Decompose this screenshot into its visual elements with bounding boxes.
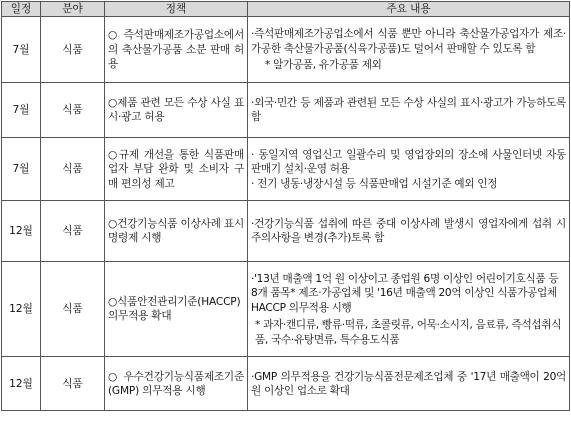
- row-content-cell: [248, 262, 570, 357]
- row-field: 식품: [41, 357, 105, 411]
- row-content-cell: [248, 357, 570, 411]
- row-date: 12월: [2, 262, 41, 357]
- table-row: [2, 357, 570, 411]
- row-content-cell: [248, 83, 570, 138]
- header-date: 일정: [2, 2, 41, 17]
- row-date: 12월: [2, 201, 41, 262]
- row-content-cell: [248, 17, 570, 83]
- table-row: [2, 138, 570, 201]
- row-content-second: · 전기 냉동·냉장시설 등 식품판매업 시설기준 예외 인정: [251, 177, 498, 190]
- row-field: 식품: [41, 201, 105, 262]
- row-note: * 과자·캔디류, 빵류·떡류, 초콜릿류, 어묵·소시지, 음료류, 즉석섭취식품, 국수·유탕면류, 특수용도식품: [255, 319, 562, 346]
- row-note: * 알가공품, 유가공품 제외: [265, 59, 382, 72]
- row-content-cell: [248, 138, 570, 201]
- table-row: [2, 17, 570, 83]
- row-content: ·즉석판매제조가공업소에서 식품 뿐만 아니라 축산물가공업자가 제조·가공한 축산물가공품(식육가공품)도 덜어서 판매할 수 있도록 함: [251, 28, 566, 55]
- row-date: 7월: [2, 17, 41, 83]
- table-row: [2, 262, 570, 357]
- row-date: 7월: [2, 83, 41, 138]
- row-content: ·건강기능식품 섭취에 따른 중대 이상사례 발생시 영업자에게 섭취 시 주의사항을 변경(추가)토록 함: [251, 218, 566, 245]
- row-field: 식품: [41, 138, 105, 201]
- header-policy: 정책: [105, 2, 248, 17]
- row-field: 식품: [41, 262, 105, 357]
- row-date: 7월: [2, 138, 41, 201]
- row-content: ·외국·민간 등 제품과 관련된 모든 수상 사실의 표시·광고가 가능하도록 함: [251, 97, 566, 124]
- table-row: [2, 201, 570, 262]
- row-field: 식품: [41, 17, 105, 83]
- row-policy: ○우수건강기능식품제조기준(GMP) 의무적용 시행: [105, 357, 248, 411]
- row-content: ·GMP 의무적용을 건강기능식품전문제조업체 중 '17년 매출액이 20억원 이상인 업소로 확대: [251, 370, 566, 397]
- row-policy: ○규제 개선을 통한 식품판매업자 부담 완화 및 소비자 구매 편의성 제고: [105, 138, 248, 201]
- row-content-cell: [248, 201, 570, 262]
- row-policy: ○제품 관련 모든 수상 사실 표시·광고 허용: [105, 83, 248, 138]
- row-content: ·'13년 매출액 1억 원 이상이고 종업원 6명 이상인 어린이기호식품 등 8개 품목* 제조·가공업체 및 '16년 매출액 20억 이상인 식품가공업체 HACCP 의무적용 시행: [251, 272, 559, 314]
- header-field: 분야: [41, 2, 105, 17]
- row-date: 12월: [2, 357, 41, 411]
- header-content: 주요 내용: [248, 2, 570, 17]
- header-row: [2, 2, 570, 17]
- row-policy: ○식품안전관리기준(HACCP) 의무적용 확대: [105, 262, 248, 357]
- row-policy: ○건강기능식품 이상사례 표시명령제 시행: [105, 201, 248, 262]
- table-row: [2, 83, 570, 138]
- row-content: · 동일지역 영업신고 일괄수리 및 영업장외의 장소에 사물인터넷 자동판매기 설치·운영 허용: [251, 148, 566, 176]
- row-policy: ○즉석판매제조가공업소에서의 축산물가공품 소분 판매 허용: [105, 17, 248, 83]
- policy-table: [1, 1, 570, 411]
- row-field: 식품: [41, 83, 105, 138]
